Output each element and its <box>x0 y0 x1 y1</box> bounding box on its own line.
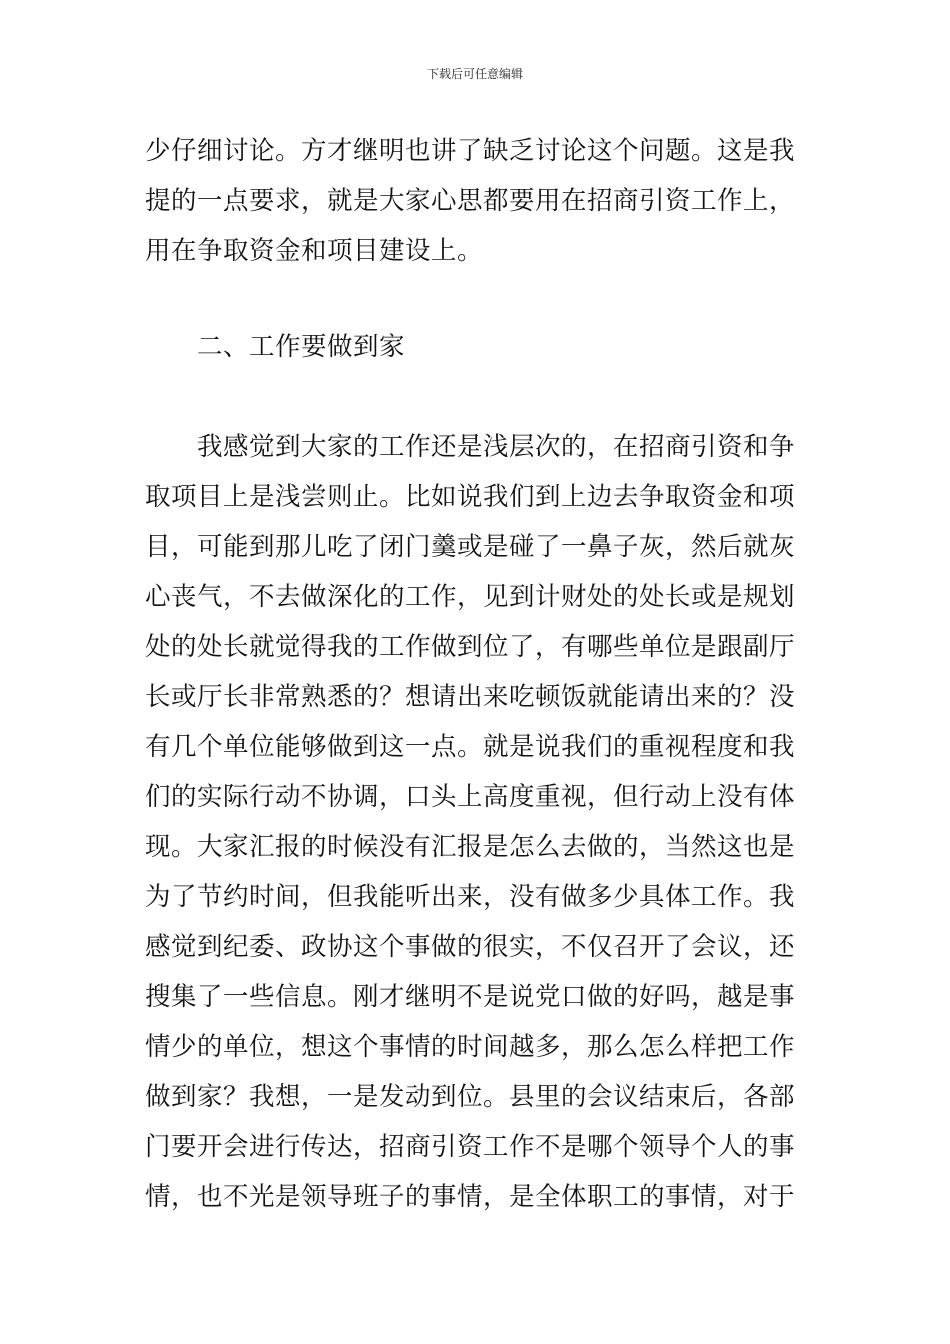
section-heading: 二、工作要做到家 <box>197 332 406 362</box>
paragraph-line: 用在争取资金和项目建设上。 <box>145 236 484 266</box>
paragraph-line: 搜集了一些信息。刚才继明不是说党口做的好吗，越是事 <box>145 982 796 1012</box>
paragraph-line: 取项目上是浅尝则止。比如说我们到上边去争取资金和项 <box>145 482 796 512</box>
paragraph-line: 心丧气，不去做深化的工作，见到计财处的处长或是规划 <box>145 582 796 612</box>
paragraph-line: 处的处长就觉得我的工作做到位了，有哪些单位是跟副厅 <box>145 632 796 662</box>
paragraph-line: 们的实际行动不协调，口头上高度重视，但行动上没有体 <box>145 782 796 812</box>
paragraph-line: 感觉到纪委、政协这个事做的很实，不仅召开了会议，还 <box>145 932 796 962</box>
paragraph-line: 现。大家汇报的时候没有汇报是怎么去做的，当然这也是 <box>145 832 796 862</box>
paragraph-1 <box>145 126 810 276</box>
paragraph-line: 长或厅长非常熟悉的？想请出来吃顿饭就能请出来的？没 <box>145 682 796 712</box>
paragraph-line: 我感觉到大家的工作还是浅层次的，在招商引资和争 <box>197 432 796 462</box>
paragraph-line: 情少的单位，想这个事情的时间越多，那么怎么样把工作 <box>145 1032 796 1062</box>
paragraph-2 <box>145 422 810 1222</box>
paragraph-line: 提的一点要求，就是大家心思都要用在招商引资工作上， <box>145 186 796 216</box>
paragraph-line: 少仔细讨论。方才继明也讲了缺乏讨论这个问题。这是我 <box>145 136 796 166</box>
paragraph-line: 有几个单位能够做到这一点。就是说我们的重视程度和我 <box>145 732 796 762</box>
paragraph-line: 情，也不光是领导班子的事情，是全体职工的事情，对于 <box>145 1182 796 1212</box>
page-header: 下载后可任意编辑 <box>426 67 523 81</box>
paragraph-line: 为了节约时间，但我能听出来，没有做多少具体工作。我 <box>145 882 796 912</box>
paragraph-line: 目，可能到那儿吃了闭门羹或是碰了一鼻子灰，然后就灰 <box>145 532 796 562</box>
paragraph-line: 做到家？我想，一是发动到位。县里的会议结束后，各部 <box>145 1082 796 1112</box>
paragraph-line: 门要开会进行传达，招商引资工作不是哪个领导个人的事 <box>145 1132 796 1162</box>
